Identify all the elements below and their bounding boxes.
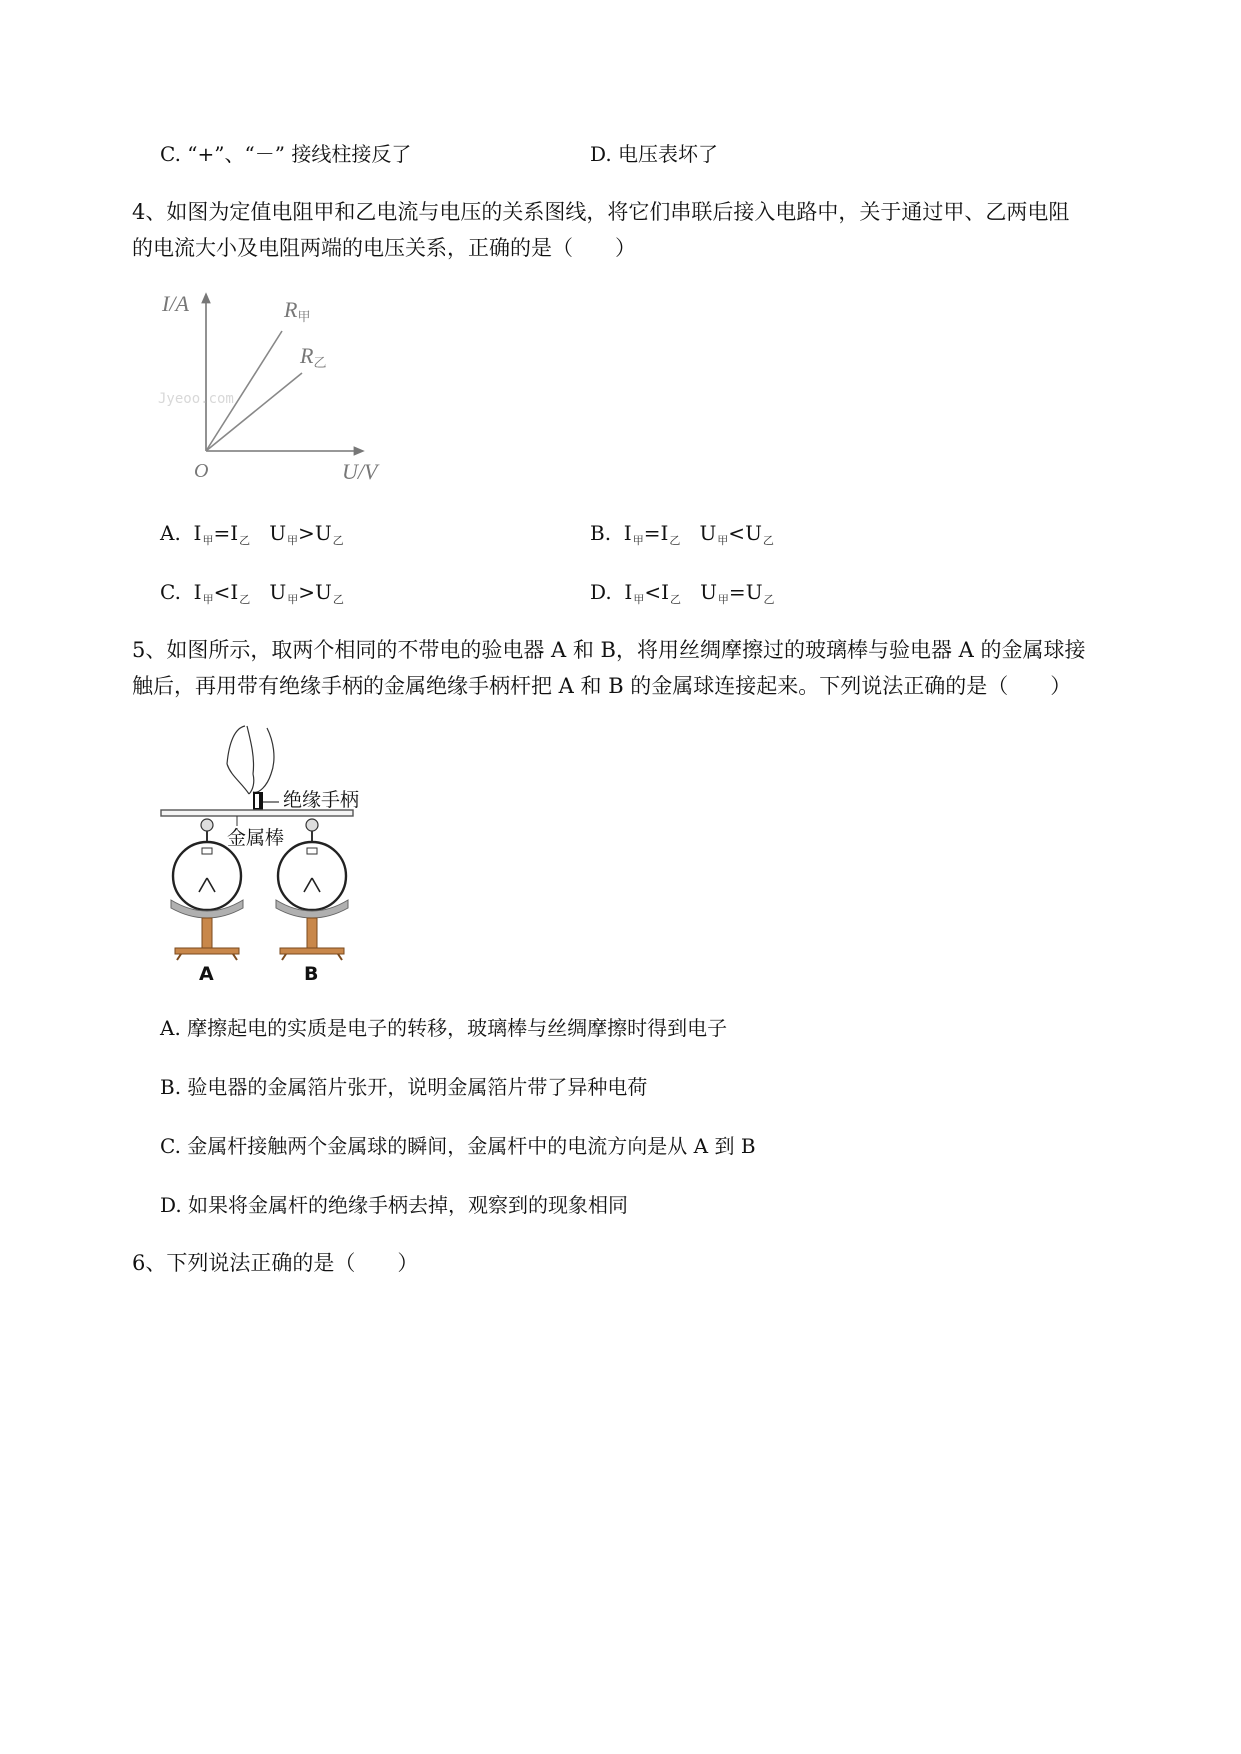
q4-option-b: B. $I_甲=I_乙$ $U_甲<U_乙$: [590, 521, 774, 547]
electroscope-b: [276, 819, 348, 960]
r-yi-label: R乙: [300, 343, 327, 370]
q4-stem-line1: 4、如图为定值电阻甲和乙电流与电压的关系图线，将它们串联后接入电路中，关于通过甲、乙两电阻: [132, 200, 1070, 224]
q6-stem: 6、下列说法正确的是（ ）: [132, 1251, 419, 1275]
label-a: A: [199, 963, 214, 985]
watermark: Jyeoo.com: [158, 391, 234, 407]
label-b: B: [304, 963, 319, 985]
handle-label: 绝缘手柄: [283, 789, 360, 811]
q3-option-c: C. “+”、“－” 接线柱接反了: [160, 142, 412, 166]
r-jia-label: R甲: [284, 297, 311, 324]
q5-stem-line2: 触后，再用带有绝缘手柄的金属绝缘手柄杆把 A 和 B 的金属球连接起来。下列说法正确的是（ ）: [132, 674, 1072, 698]
q5-option-b: B. 验电器的金属箔片张开，说明金属箔片带了异种电荷: [160, 1075, 648, 1099]
q4-stem-line2: 的电流大小及电阻两端的电压关系，正确的是（ ）: [132, 236, 636, 260]
q5-stem-line1: 5、如图所示，取两个相同的不带电的验电器 A 和 B，将用丝绸摩擦过的玻璃棒与验电器 A 的金属球接: [132, 638, 1086, 662]
q3-option-d: D. 电压表坏了: [590, 142, 719, 166]
q4-option-a: A. $I_甲=I_乙$ $U_甲>U_乙$: [160, 521, 344, 547]
q5-option-d: D. 如果将金属杆的绝缘手柄去掉，观察到的现象相同: [160, 1193, 629, 1217]
q4-option-d: D. $I_甲<I_乙$ $U_甲=U_乙$: [590, 580, 775, 606]
hand: [227, 726, 274, 794]
origin-label: O: [194, 460, 209, 482]
q5-electroscope-figure: [155, 722, 385, 992]
x-axis-label: U/V: [342, 459, 378, 484]
q4-option-c: C. $I_甲<I_乙$ $U_甲>U_乙$: [160, 580, 344, 606]
y-axis-label: I/A: [162, 291, 189, 316]
q5-option-a: A. 摩擦起电的实质是电子的转移，玻璃棒与丝绸摩擦时得到电子: [160, 1016, 728, 1040]
rod-label: 金属棒: [227, 827, 285, 849]
q5-option-c: C. 金属杆接触两个金属球的瞬间，金属杆中的电流方向是从 A 到 B: [160, 1134, 756, 1158]
q4-iu-graph: [150, 285, 410, 490]
line-r-yi: [206, 373, 302, 451]
